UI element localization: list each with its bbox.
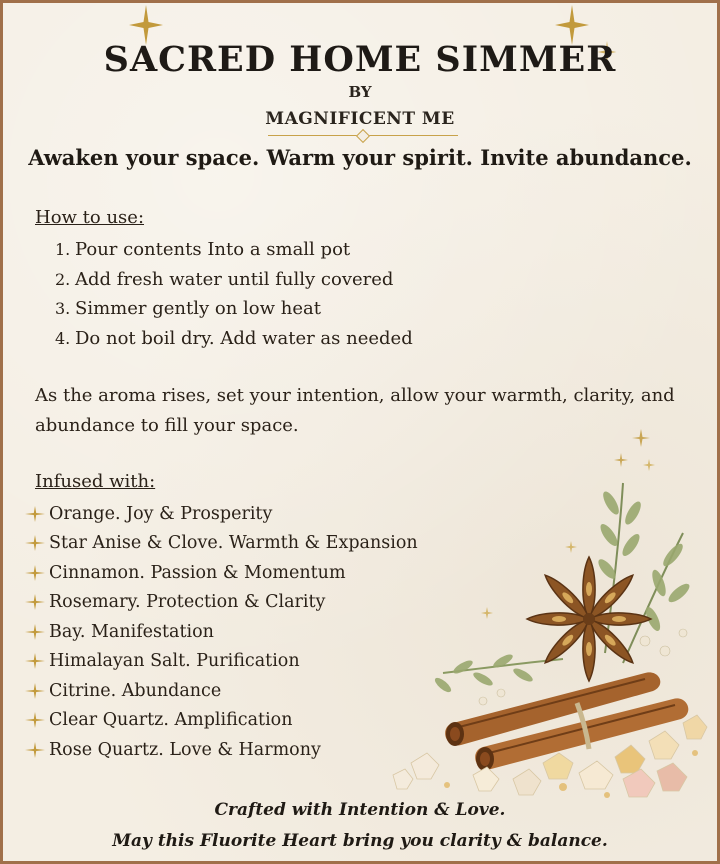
sparkle-star-icon [25,592,49,612]
sparkle-star-icon [25,651,49,671]
star-anise-cinnamon-illustration [383,423,713,803]
page-title: SACRED HOME SIMMER [103,39,617,80]
sparkle-star-icon [25,681,49,701]
crafted-line: Crafted with Intention & Love. [214,800,506,820]
sparkle-star-icon [25,563,49,583]
list-item: Himalayan Salt. Purification [25,647,418,677]
list-item: Rosemary. Protection & Clarity [25,588,418,618]
list-item: Clear Quartz. Amplification [25,706,418,736]
sparkle-star-icon [25,533,49,553]
list-item: Orange. Joy & Prosperity [25,499,418,529]
sparkle-star-icon [25,622,49,642]
list-item: Citrine. Abundance [25,676,418,706]
brand-name: MAGNIFICENT ME [265,109,455,129]
list-item: Cinnamon. Passion & Momentum [25,558,418,588]
sparkle-star-icon [25,710,49,730]
list-item: 3. Simmer gently on low heat [55,298,321,320]
diamond-ornament-icon [356,129,370,143]
list-item: Bay. Manifestation [25,617,418,647]
list-item: Star Anise & Clove. Warmth & Expansion [25,529,418,559]
how-to-use-heading: How to use: [35,207,145,228]
list-item: 1. Pour contents Into a small pot [55,239,351,261]
by-label: BY [348,83,372,101]
sparkle-star-icon [25,740,49,760]
sparkle-star-icon [25,504,49,524]
blessing-line: May this Fluorite Heart bring you clarity & balance. [112,831,608,851]
list-item: Rose Quartz. Love & Harmony [25,735,418,765]
tagline: Awaken your space. Warm your spirit. Invite abundance. [28,145,692,170]
instructions-list [55,235,413,353]
ingredients-list [25,499,418,765]
list-item: 2. Add fresh water until fully covered [55,268,394,290]
list-item: 4. Do not boil dry. Add water as needed [55,327,413,349]
infused-heading: Infused with: [35,471,156,492]
aroma-paragraph: As the aroma rises, set your intention, allow your warmth, clarity, and abundance to fill your space. [35,385,675,436]
